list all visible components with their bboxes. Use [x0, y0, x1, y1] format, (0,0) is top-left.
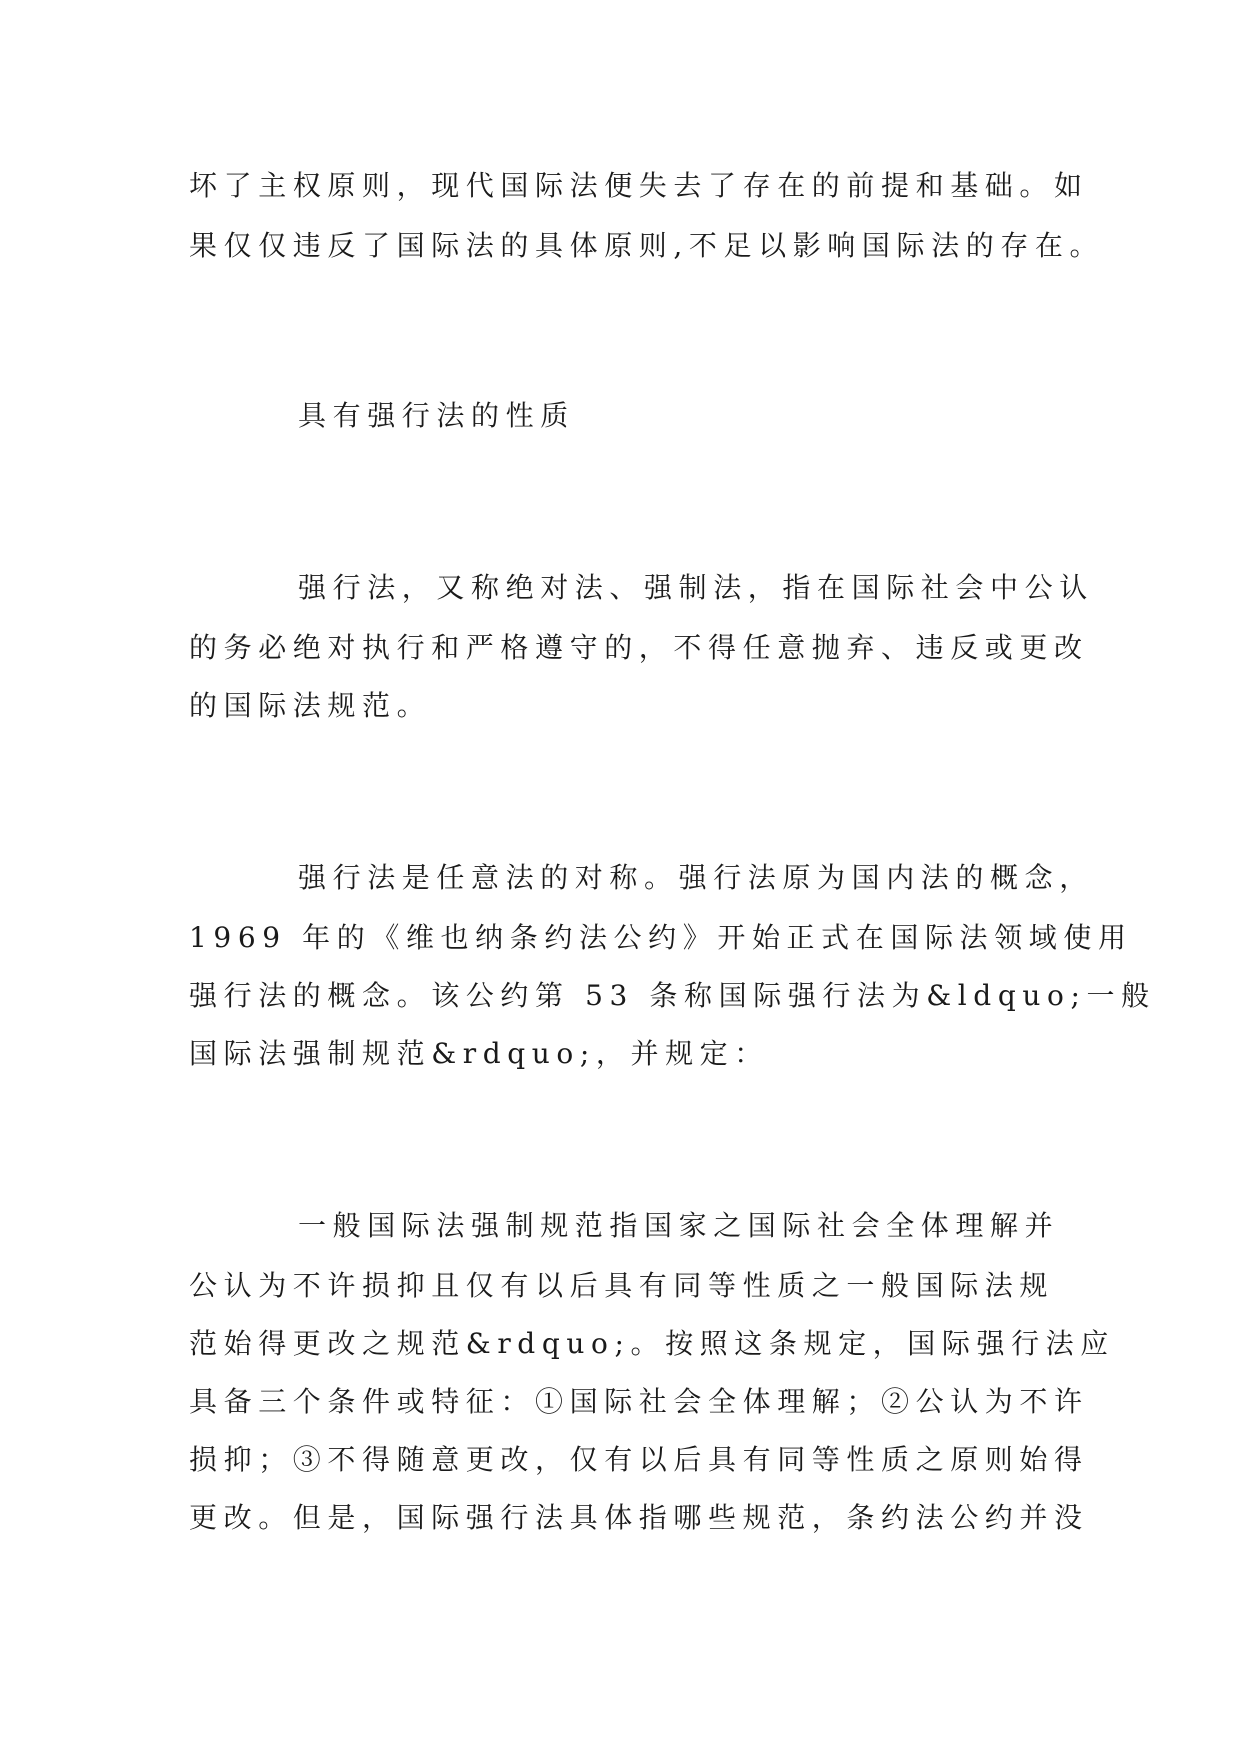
paragraph-2-line-3: 的国际法规范。	[189, 689, 432, 722]
paragraph-4-line-4: 具备三个条件或特征：①国际社会全体理解；②公认为不许	[189, 1385, 1089, 1418]
paragraph-4-line-1: 一般国际法强制规范指国家之国际社会全体理解并	[298, 1209, 1060, 1242]
paragraph-3-line-1: 强行法是任意法的对称。强行法原为国内法的概念，	[298, 861, 1094, 894]
paragraph-1-line-2: 果仅仅违反了国际法的具体原则,不足以影响国际法的存在。	[189, 229, 1105, 262]
paragraph-2-line-2: 的务必绝对执行和严格遵守的，不得任意抛弃、违反或更改	[189, 631, 1089, 664]
paragraph-3-line-4: 国际法强制规范&rdquo;，并规定：	[189, 1037, 769, 1070]
paragraph-2-line-1: 强行法，又称绝对法、强制法，指在国际社会中公认	[298, 571, 1094, 604]
section-heading: 具有强行法的性质	[298, 399, 575, 432]
paragraph-4-line-5: 损抑；③不得随意更改，仅有以后具有同等性质之原则始得	[189, 1443, 1089, 1476]
paragraph-4-line-6: 更改。但是，国际强行法具体指哪些规范，条约法公约并没	[189, 1501, 1089, 1534]
paragraph-3-line-2: 1969 年的《维也纳条约法公约》开始正式在国际法领域使用	[189, 921, 1133, 954]
paragraph-3-line-3: 强行法的概念。该公约第 53 条称国际强行法为&ldquo;一般	[189, 979, 1156, 1012]
paragraph-4-line-2: 公认为不许损抑且仅有以后具有同等性质之一般国际法规	[189, 1269, 1055, 1302]
paragraph-1-line-1: 坏了主权原则，现代国际法便失去了存在的前提和基础。如	[189, 169, 1089, 202]
paragraph-4-line-3: 范始得更改之规范&rdquo;。按照这条规定，国际强行法应	[189, 1327, 1115, 1360]
